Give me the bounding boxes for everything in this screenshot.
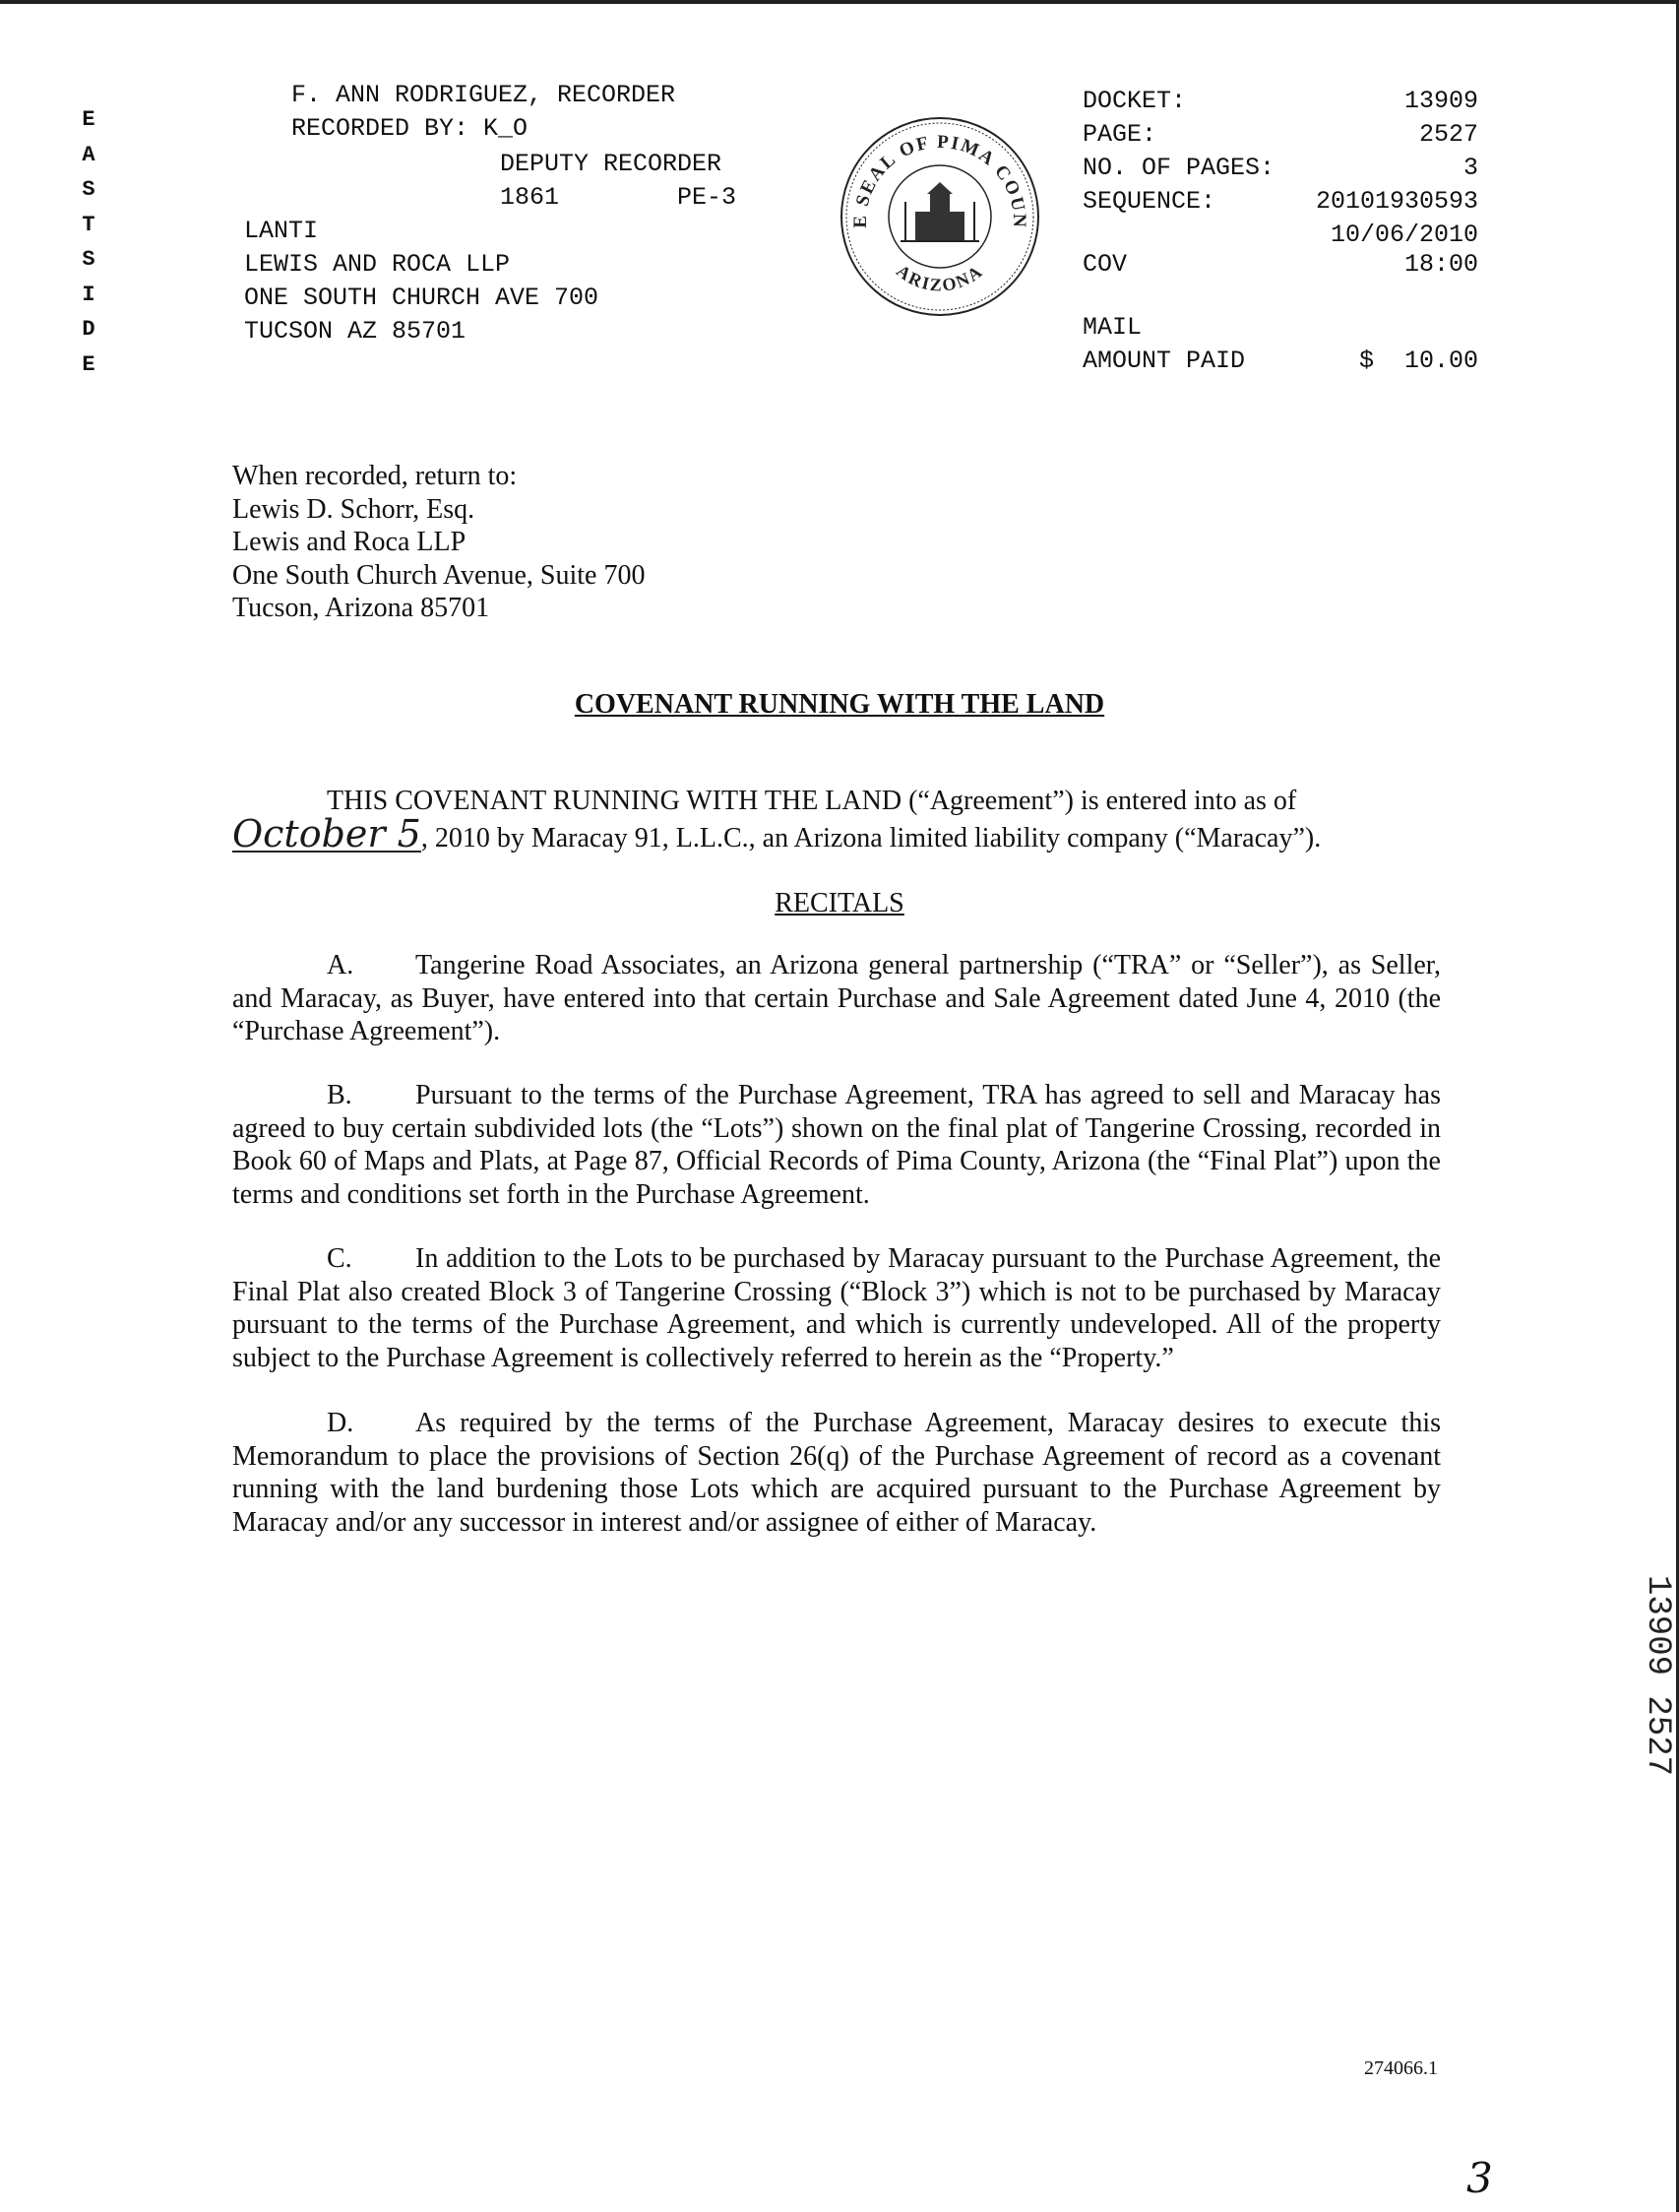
return-to-address (232, 460, 645, 625)
return-line: One South Church Avenue, Suite 700 (232, 559, 646, 591)
eastside-stamp (77, 102, 100, 382)
docket-row (1083, 85, 1478, 118)
docket-row (1083, 311, 1478, 345)
recorder-code-number: 1861 (500, 183, 560, 212)
recorder-code-pe: PE-3 (677, 183, 737, 212)
stamp-letter: I (82, 282, 95, 307)
stamp-letter: D (82, 317, 95, 342)
docket-row (1083, 282, 1478, 311)
amount-currency: $ (1358, 347, 1374, 375)
docket-row (1083, 185, 1478, 219)
docket-label: MAIL (1083, 313, 1143, 342)
return-line: Lewis and Roca LLP (232, 527, 466, 557)
deputy-recorder: DEPUTY RECORDER (500, 150, 722, 178)
address-line: LANTI (244, 217, 319, 245)
seal-text-top: E SEAL OF PIMA COUN (849, 131, 1030, 229)
docket-value: 20101930593 (1315, 187, 1478, 216)
intro-line-2 (232, 811, 1441, 855)
docket-label: PAGE: (1083, 120, 1157, 149)
docket-value: 18:00 (1403, 250, 1478, 279)
stamp-letter: S (82, 247, 95, 272)
docket-value: 13909 (1403, 87, 1478, 115)
docket-value: 2527 (1418, 120, 1478, 149)
recital-text: As required by the terms of the Purchase Agreement, Maracay desires to execute this Memorandum to place the provisions of Section 26(q) of the Purchase Agreement of record as a covenant running with the land burdening those Lots which are acquired pursuant to the Purchase Agreement by Maracay and/or any successor in interest and/or assignee of either of Maracay. (232, 1408, 1441, 1538)
intro-line-2-text: , 2010 by Maracay 91, L.L.C., an Arizona limited liability company (“Maracay”). (420, 822, 1322, 853)
intro-line-1: THIS COVENANT RUNNING WITH THE LAND (“Agreement”) is entered into as of (327, 786, 1297, 816)
amount-paid-value: 10.00 (1403, 347, 1478, 375)
handwritten-page-number: 3 (1466, 2154, 1493, 2202)
docket-label: SEQUENCE: (1083, 187, 1216, 216)
docket-label: COV (1083, 250, 1128, 279)
county-seal-icon (837, 113, 1043, 320)
stamp-letter: E (82, 351, 95, 377)
top-border (0, 0, 1679, 4)
return-line: Tucson, Arizona 85701 (232, 593, 490, 623)
handwritten-date: October 5 (232, 811, 421, 855)
svg-text:ARIZONA (893, 261, 986, 295)
seal-text-bottom: ARIZONA (893, 260, 987, 295)
recorder-block (244, 79, 756, 348)
recital-text: Pursuant to the terms of the Purchase Agreement, TRA has agreed to sell and Maracay has agreed to buy certain subdivided lots (the “Lots”) shown on the final plat of Tangerine Crossing, recorded in Book 60 of Maps and Plats, at Page 87, Official Records of Pima County, Arizona (the “Final Plat”) upon the terms and conditions set forth in the Purchase Agreement. (232, 1080, 1441, 1210)
amount-paid-label: AMOUNT PAID (1083, 347, 1246, 375)
docket-label: NO. OF PAGES: (1083, 154, 1275, 182)
recital-letter: B. (327, 1080, 352, 1110)
docket-label: DOCKET: (1083, 87, 1187, 115)
docket-row (1083, 118, 1478, 152)
stamp-letter: A (82, 142, 95, 167)
recital-text: In addition to the Lots to be purchased by Maracay pursuant to the Purchase Agreement, the Final Plat also created Block 3 of Tangerine Crossing (“Block 3”) which is not to be purchased by Maracay pursuant to the terms of the Purchase Agreement, and which is currently undeveloped. All of the property subject to the Purchase Agreement is collectively referred to herein as the “Property.” (232, 1243, 1441, 1373)
stamp-letter: E (82, 107, 95, 132)
stamp-letter: S (82, 177, 95, 202)
docket-value: 10/06/2010 (1330, 221, 1478, 249)
return-line: When recorded, return to: (232, 461, 518, 491)
docket-row (1083, 152, 1478, 185)
document-title: COVENANT RUNNING WITH THE LAND (574, 689, 1105, 720)
docket-block (1083, 85, 1478, 378)
recorder-name: F. ANN RODRIGUEZ, RECORDER (291, 81, 676, 109)
recital-a (232, 949, 1441, 1048)
stamp-letter: T (82, 212, 95, 237)
amount-paid-row (1083, 345, 1478, 378)
address-line: ONE SOUTH CHURCH AVE 700 (244, 284, 599, 312)
recital-d (232, 1407, 1441, 1539)
side-number-text: 13909 2527 (1639, 1575, 1676, 1777)
footer-document-id: 274066.1 (1364, 2057, 1438, 2079)
docket-row (1083, 219, 1478, 248)
recorder-codes (244, 181, 756, 215)
recital-b (232, 1079, 1441, 1211)
address-line: TUCSON AZ 85701 (244, 317, 466, 346)
address-line: LEWIS AND ROCA LLP (244, 250, 511, 279)
docket-value: 3 (1462, 154, 1478, 182)
recital-letter: D. (327, 1408, 354, 1438)
return-line: Lewis D. Schorr, Esq. (232, 493, 475, 525)
recitals-heading: RECITALS (775, 888, 904, 918)
recital-letter: C. (327, 1243, 352, 1274)
recital-text: Tangerine Road Associates, an Arizona general partnership (“TRA” or “Seller”), as Seller, and Maracay, as Buyer, have entered into that certain Purchase and Sale Agreement dated June 4, 2010 (the “Purchase Agreement”). (232, 950, 1441, 1047)
docket-row (1083, 248, 1478, 282)
recital-letter: A. (327, 950, 354, 980)
recital-c (232, 1242, 1441, 1374)
recorded-by: RECORDED BY: K_O (291, 114, 529, 143)
intro-paragraph (232, 785, 1441, 854)
side-docket-number (1622, 1575, 1676, 1837)
